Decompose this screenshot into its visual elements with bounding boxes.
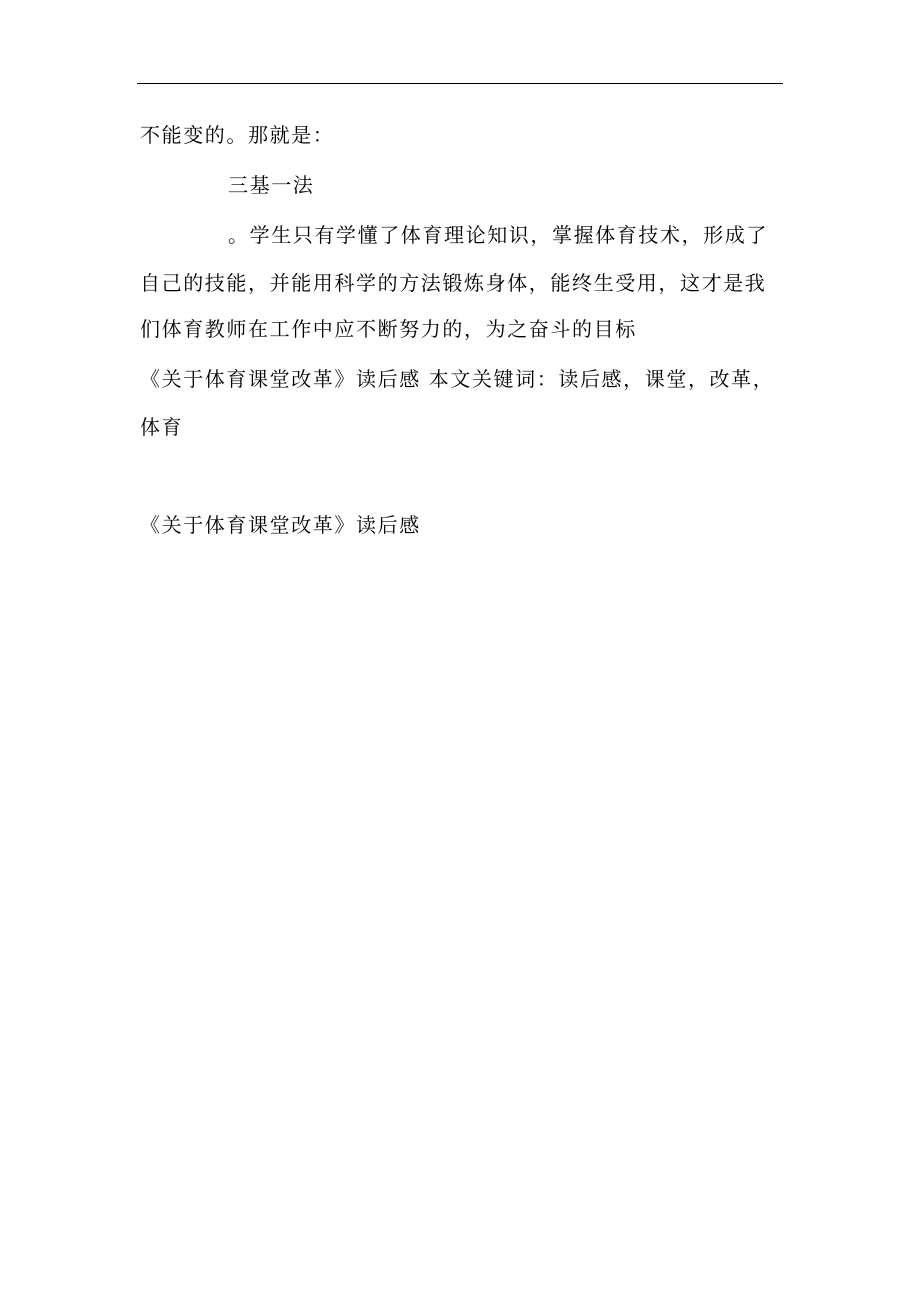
keywords-line-continued: 体育 bbox=[140, 415, 184, 439]
paragraph-line: 自己的技能，并能用科学的方法锻炼身体，能终生受用，这才是我 bbox=[140, 271, 767, 295]
header-rule bbox=[137, 83, 783, 84]
heading-sanji-yifa: 三基一法 bbox=[228, 173, 315, 197]
article-title: 《关于体育课堂改革》读后感 bbox=[140, 513, 421, 537]
keywords-line: 《关于体育课堂改革》读后感 本文关键词：读后感，课堂，改革， bbox=[140, 367, 775, 391]
paragraph-line: 不能变的。那就是： bbox=[140, 123, 335, 147]
paragraph-line: 们体育教师在工作中应不断努力的，为之奋斗的目标 bbox=[140, 317, 637, 341]
paragraph-line: 。学生只有学懂了体育理论知识，掌握体育技术，形成了 bbox=[228, 223, 768, 247]
